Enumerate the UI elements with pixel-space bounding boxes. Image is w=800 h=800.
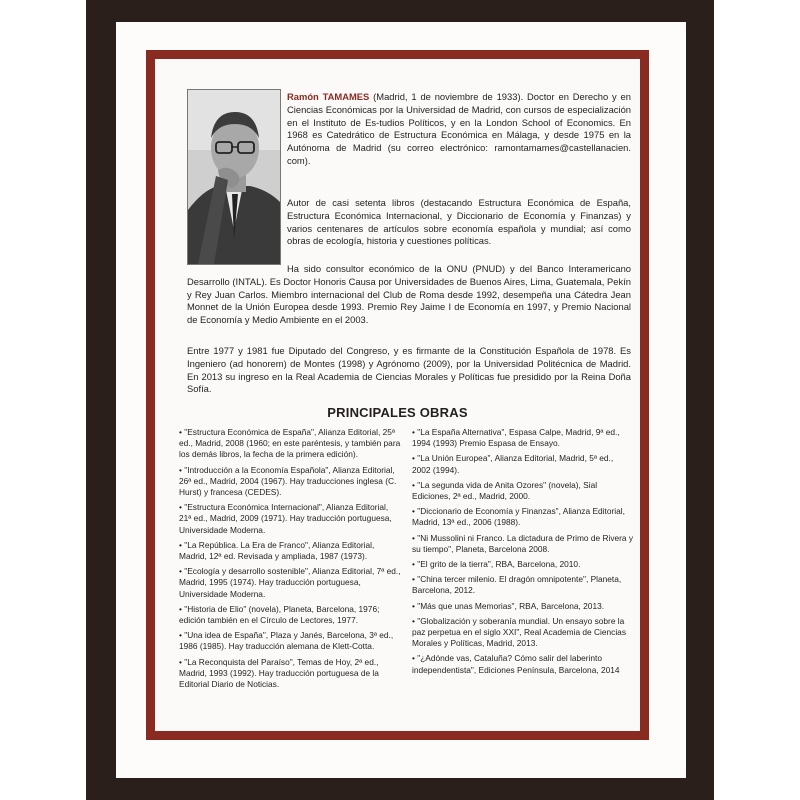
work-item: • "Globalización y soberanía mundial. Un ensayo sobre la paz perpetua en el siglo XXI", Real Academia de Ciencias Morales y Políticas, Madrid, 2013.	[412, 615, 626, 649]
author-bio-intro	[287, 91, 631, 168]
bio-paragraph-4: Entre 1977 y 1981 fue Diputado del Congreso, y es firmante de la Constitución Española de 1978. Es Ingeniero (ad honorem) de Montes (1998) y Agrónomo (2009), por la Universidad Politécnica de Madrid. En 2013 su ingreso en la Real Academia de Ciencias Morales y Políticas fue presidido por la Reina Doña Sofía.	[187, 345, 631, 395]
work-item: • "La Reconquista del Paraíso", Temas de Hoy, 2ª ed., Madrid, 1993 (1992). Hay traducción portuguesa de la Editorial Diario de Noticias.	[179, 656, 379, 690]
work-item: • "Más que unas Memorias", RBA, Barcelona, 2013.	[412, 600, 605, 611]
work-item: • "El grito de la tierra", RBA, Barcelona, 2010.	[412, 559, 581, 570]
work-item: • "La Unión Europea", Alianza Editorial, Madrid, 5ª ed., 2002 (1994).	[412, 453, 614, 475]
work-item: • "Diccionario de Economía y Finanzas", Alianza Editorial, Madrid, 13ª ed., 2006 (1988).	[412, 506, 625, 528]
author-portrait	[187, 89, 281, 265]
cover-content	[169, 73, 634, 717]
author-name: Ramón TAMAMES	[287, 91, 370, 102]
work-item: • "Ecología y desarrollo sostenible", Alianza Editorial, 7ª ed., Madrid, 1995 (1974). Hay traducción portuguesa, Universidade Moderna.	[179, 566, 401, 599]
works-heading: PRINCIPALES OBRAS	[327, 405, 468, 420]
work-item: • "Historia de Elio" (novela), Planeta, Barcelona, 1976; edición también en el Círculo de Lectores, 1977.	[179, 603, 380, 626]
work-item: • "La segunda vida de Anita Ozores" (novela), Sial Ediciones, 2ª ed., Madrid, 2000.	[412, 479, 598, 502]
author-portrait-image	[188, 90, 280, 264]
work-item: • "Introducción a la Economía Española", Alianza Editorial, 26ª ed., Madrid, 2004 (1967). Hay traducciones inglesa (C. Hurst) y francesa (CEDES).	[179, 464, 397, 498]
work-item: • "Estructura Económica Internacional", Alianza Editorial, 21ª ed., Madrid, 2009 (1971). Hay traducción portuguesa, Universidade Moderna.	[179, 502, 392, 535]
red-border-frame	[146, 50, 649, 740]
bio-paragraph-3: Ha sido consultor económico de la ONU (PNUD) y del Banco Interamericano Desarrollo (INTAL). Es Doctor Honoris Causa por Universidades de Buenos Aires, Lima, Guatemala, Pekín y Rey Juan Carlos. Miembro internacional del Club de Roma desde 1992, desempeña una Cátedra Jean Monnet de la Unión Europea desde 1993. Premio Rey Jaime I de Economía en 1997, y Premio Nacional de Economía y Medio Ambiente en el 2003.	[187, 263, 631, 326]
work-item: • "Ni Mussolini ni Franco. La dictadura de Primo de Rivera y su tiempo", Planeta, Barcelona 2008.	[412, 532, 634, 554]
work-item: • "La República. La Era de Franco", Alianza Editorial, Madrid, 12ª ed. Revisada y ampliada, 1987 (1973).	[179, 539, 375, 562]
work-item: • "La España Alternativa", Espasa Calpe, Madrid, 9ª ed., 1994 (1993) Premio Espasa de Ensayo.	[412, 427, 620, 449]
work-item: • "China tercer milenio. El dragón omnipotente", Planeta, Barcelona, 2012.	[412, 574, 622, 596]
bio-paragraph-1: (Madrid, 1 de noviembre de 1933). Doctor en Derecho y en Ciencias Económicas por la Universidad de Madrid, con cursos de especialización en el Instituto de Es-tudios Políticos, y en la London School of Economics. En 1968 es Catedrático de Estructura Económica en Málaga, y desde 1975 en la Autónoma de Madrid (su correo electrónico: ramontamames@castellanacien. com).	[287, 91, 631, 166]
work-item: • "¿Adónde vas, Cataluña? Cómo salir del laberinto independentista", Ediciones Península, Barcelona, 2014	[412, 653, 620, 675]
work-item: • "Estructura Económica de España", Alianza Editorial, 25ª ed., Madrid, 2008 (1960; en este paréntesis, y también para los demás libros, la fecha de la primera edición).	[179, 427, 401, 460]
works-list-right	[412, 427, 634, 680]
bio-paragraph-2: Autor de casi setenta libros (destacando Estructura Económica de España, Estructura Económica Internacional, y Diccionario de Economía y Finanzas) y varios centenares de artículos sobre economía española y mundial; así como obras de ecología, historia y cuestiones políticas.	[287, 197, 631, 247]
works-list-left	[179, 427, 401, 694]
work-item: • "Una idea de España", Plaza y Janés, Barcelona, 3ª ed., 1986 (1985). Hay traducción alemana de Klett-Cotta.	[179, 630, 394, 652]
